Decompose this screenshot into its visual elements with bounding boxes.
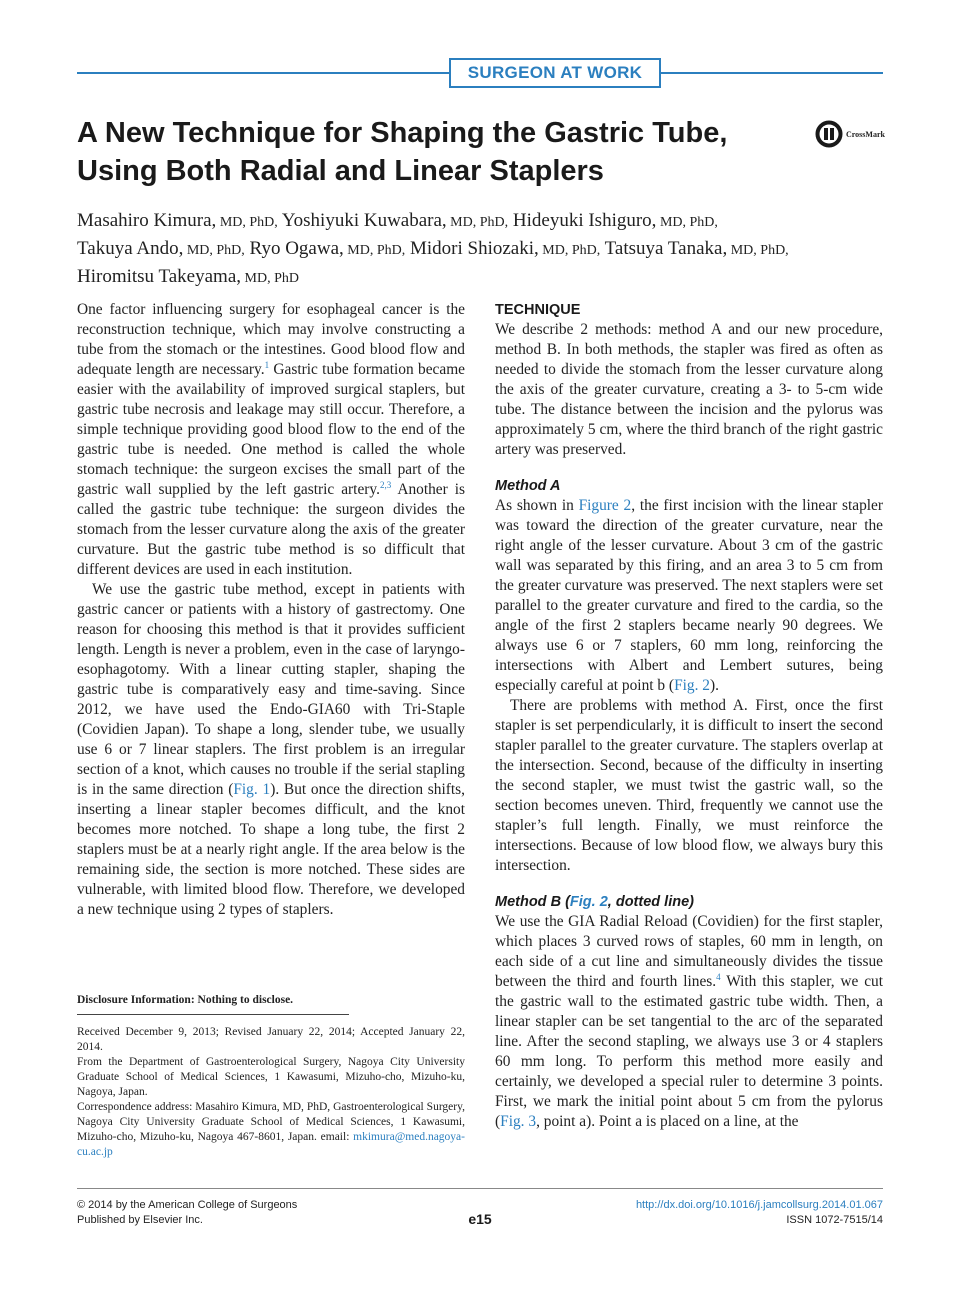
figure-link[interactable]: Fig. 2 <box>569 894 608 910</box>
author-name: Yoshiyuki Kuwabara, <box>277 210 447 231</box>
author-degree: MD, PhD, <box>727 243 789 258</box>
author-degree: MD, PhD, <box>656 215 718 230</box>
technique-paragraph: We describe 2 methods: method A and our new procedure, method B. In both methods, the stapler was fired as often as needed to divide the stomach from the lesser curvature along the axis of the greater curvature, creating a 3- to 5-cm wide tube. The distance between the incision and the pylorus was approximately 5 cm, where the third branch of the right gastric artery was preserved. <box>495 321 883 458</box>
text-span: , point a). Point a is placed on a line, at the <box>536 1113 799 1130</box>
title-line-1: A New Technique for Shaping the Gastric Tube, <box>77 117 728 149</box>
text-span: Correspondence address: Masahiro Kimura, MD, PhD, Gastroenterological Surgery, Nagoya City University Graduate School of Medical Sciences, 1 Kawasumi, Mizuho-cho, Mizuho-ku, Nagoya 467-8601, Japan. email: <box>77 1101 465 1143</box>
received-dates: Received December 9, 2013; Revised January 22, 2014; Accepted January 22, 2014. <box>77 1026 465 1053</box>
figure-link[interactable]: Fig. 3 <box>500 1113 537 1130</box>
author-name: Hideyuki Ishiguro, <box>508 210 657 231</box>
email-link[interactable]: mkimura@med.nagoya-cu.ac.jp <box>77 1131 465 1158</box>
section-label: SURGEON AT WORK <box>467 63 643 82</box>
intro-paragraph-1 <box>77 300 465 580</box>
affiliation: From the Department of Gastroenterological Surgery, Nagoya City University Graduate School of Medical Sciences, 1 Kawasumi, Mizuho-cho, Mizuho-ku, Nagoya, Japan. <box>77 1056 465 1098</box>
reference-link[interactable]: 2,3 <box>379 479 392 490</box>
text-span: We use the GIA Radial Reload (Covidien) for the first stapler, which places 3 curved rows of staples, 60 mm in length, on each side of a cut line and simultaneously divides the tissue between the third and fourth lines. <box>495 913 883 990</box>
author-name: Tatsuya Tanaka, <box>600 238 728 259</box>
author-list <box>77 208 883 292</box>
text-span: We use the gastric tube method, except in patients with gastric cancer or patients with a history of gastrectomy. One reason for choosing this method is that it provides sufficient length. Length is never a problem, even in the case of laryngo-esophagotomy. With a linear cutting stapler, shaping the gastric tube is comparatively easy and time-saving. Since 2012, we have used the Endo-GIA60 with Tri-Staple (Covidien Japan). To shape a long, slender tube, we usually use 6 or 7 linear staplers. The first problem is an irregular section of a knot, which causes no trouble if the serial stapling is in the same direction ( <box>77 581 465 798</box>
method-a-paragraph-1 <box>495 496 883 696</box>
author-name: Midori Shiozaki, <box>405 238 539 259</box>
publisher: Published by Elsevier Inc. <box>77 1214 203 1226</box>
text-span: Gastric tube formation became easier with the availability of improved surgical staplers, but gastric tube necrosis and leakage may still occur. Therefore, a simple technique providing good blood flow to the end of the gastric tube is needed. One method is called the whole stomach technique: the surgeon excises the small part of the gastric wall supplied by the left gastric artery. <box>77 361 466 498</box>
copyright: © 2014 by the American College of Surgeons <box>77 1199 298 1211</box>
text-span: ). <box>709 677 719 694</box>
page-number: e15 <box>468 1211 492 1227</box>
subheading-method-a: Method A <box>495 478 561 494</box>
left-column <box>77 300 465 920</box>
author-line-3 <box>77 264 883 292</box>
crossmark-icon <box>815 120 843 148</box>
article-notes <box>77 993 465 1160</box>
method-b-paragraph-1 <box>495 912 883 1132</box>
author-name: Takuya Ando, <box>77 238 184 259</box>
author-degree: MD, PhD, <box>343 243 406 258</box>
reference-link[interactable]: 4 <box>716 971 721 982</box>
author-name: Masahiro Kimura, <box>77 210 217 231</box>
author-degree: MD, PhD <box>241 271 299 286</box>
reference-link[interactable]: 1 <box>264 359 270 370</box>
text-span: One factor influencing surgery for esophageal cancer is the reconstruction technique, which may involve constructing a tube from the stomach or the intestines. Good blood flow and adequate length are necessary. <box>77 301 465 378</box>
section-banner <box>77 58 883 88</box>
crossmark-label: CrossMark <box>846 129 885 139</box>
footer-divider <box>77 1188 883 1189</box>
title-line-2: Using Both Radial and Linear Staplers <box>77 155 604 187</box>
figure-link[interactable]: Fig. 2 <box>674 677 710 694</box>
text-span: ). But once the direction shifts, inserting a linear stapler becomes difficult, and the knot becomes more notched. To shape a long tube, the first 2 staplers must be at a nearly right angle. If the area below is the remaining side, the section is more notched. These sides are vulnerable, with limited blood flow. Therefore, we developed a new technique using 2 types of staplers. <box>77 781 465 918</box>
footer-right <box>636 1198 883 1228</box>
text-span: With this stapler, we cut the gastric wall to the estimated gastric tube width. Then, a linear stapler can be set tangential to the arc of the separated line. After the second stapling, we always use 3 or 4 staplers 60 mm long. To perform this method more easily and certainly, we developed a special ruler to determine 3 points. First, we mark the initial point about 5 cm from the pylorus ( <box>495 973 883 1130</box>
figure-link[interactable]: Fig. 1 <box>233 781 271 798</box>
author-degree: MD, PhD, <box>183 243 245 258</box>
author-name: Ryo Ogawa, <box>244 238 344 259</box>
text-span: , dotted line) <box>607 894 694 910</box>
disclosure-divider <box>77 1014 349 1015</box>
method-a-paragraph-2: There are problems with method A. First, once the first stapler is set perpendicularly, it is difficult to insert the second stapler parallel to the greater curvature. The staplers overlap at the intersection. Second, because of the difficulty in inserting the second stapler, we must twist the gastric wall, so the section becomes uneven. Third, frequently we cannot use the stapler’s full length. Finally, we must reinforce the intersections. Because of low blood flow, we always bury this intersection. <box>495 697 883 874</box>
text-span: As shown in <box>495 497 579 514</box>
author-line-2 <box>77 236 883 264</box>
intro-paragraph-2 <box>77 580 465 920</box>
disclosure-statement: Disclosure Information: Nothing to disclose. <box>77 994 294 1006</box>
article-title <box>77 114 797 190</box>
text-span: Another is called the gastric tube technique: the surgeon divides the stomach from the lesser curvature along the axis of the greater curvature. But the gastric tube method is so difficult that different devices are used in each institution. <box>77 481 465 578</box>
author-degree: MD, PhD, <box>446 215 509 230</box>
author-name: Hiromitsu Takeyama, <box>77 266 242 287</box>
author-degree: MD, PhD, <box>538 243 601 258</box>
subheading-method-b <box>495 892 883 912</box>
section-label-box <box>449 58 661 88</box>
crossmark-badge[interactable] <box>815 120 885 148</box>
author-line-1 <box>77 208 883 236</box>
correspondence-address <box>77 1100 465 1160</box>
section-heading: TECHNIQUE <box>495 302 581 318</box>
text-span: , the first incision with the linear stapler was toward the direction of the greater curvature, near the right angle of the lesser curvature. About 3 cm of the gastric wall was separated by this firing, and an area 3 to 5 cm from the greater curvature was preserved. The next staplers were set parallel to the greater curvature and fired to the cardia, so the angle of the first 2 staplers became nearly 90 degrees. We always use 6 or 7 staplers, 60 mm long, reinforcing the intersections with Albert and Lembert sutures, being especially careful at point b ( <box>495 497 884 694</box>
text-span: Method B ( <box>495 894 570 910</box>
right-column <box>495 300 883 1132</box>
figure-link[interactable]: Figure 2 <box>578 497 632 514</box>
issn: ISSN 1072-7515/14 <box>786 1214 883 1226</box>
footer-left <box>77 1198 297 1228</box>
doi-link[interactable]: http://dx.doi.org/10.1016/j.jamcollsurg.2014.01.067 <box>635 1199 883 1211</box>
author-degree: MD, PhD, <box>216 215 278 230</box>
